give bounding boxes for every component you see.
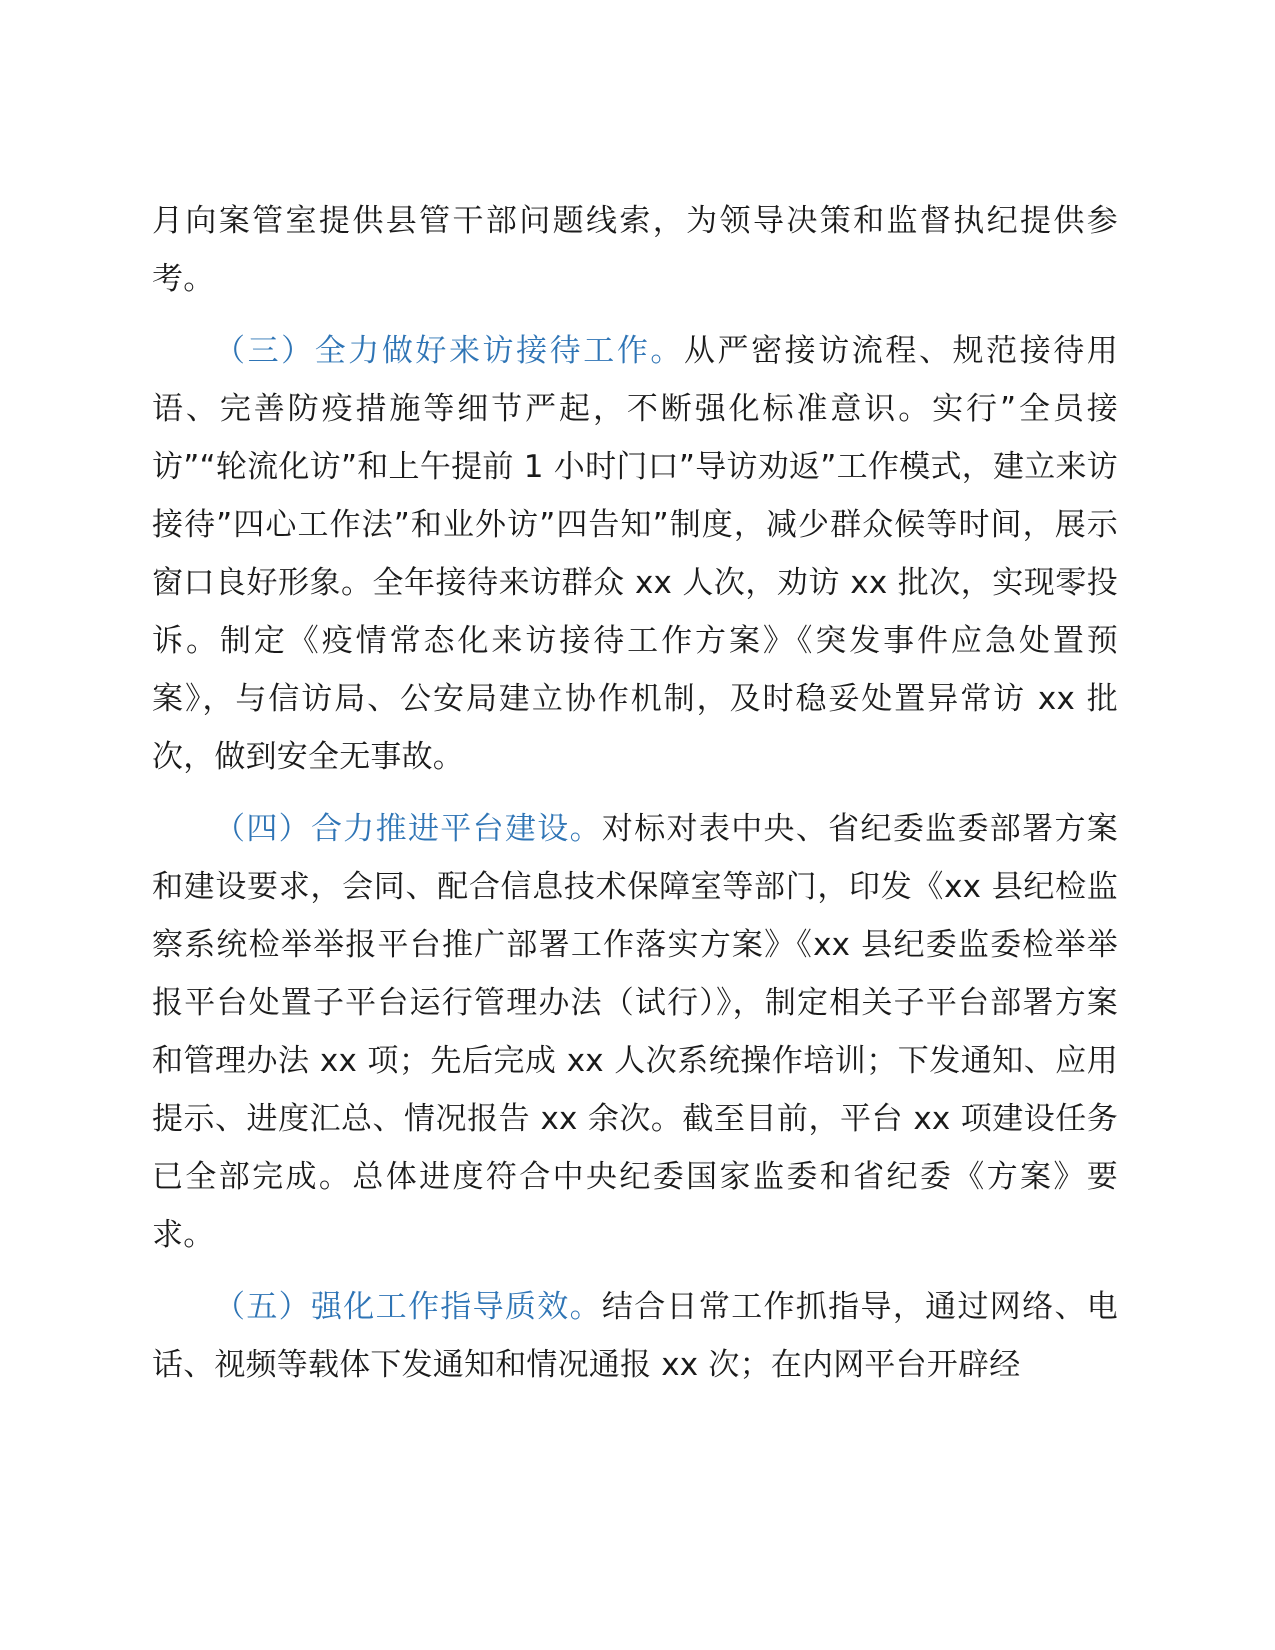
document-body [152,192,1118,1394]
section-heading-5: （五）强化工作指导质效。 [214,1289,602,1325]
paragraph-body-text: 结合日常工作抓指导，通过网络、电话、视频等载体下发通知和情况通报 xx 次；在内网平台开辟经 [152,1289,1118,1383]
paragraph-body-text: 月向案管室提供县管干部问题线索，为领导决策和监督执纪提供参考。 [152,203,1118,297]
paragraph-body-text: 对标对表中央、省纪委监委部署方案和建设要求，会同、配合信息技术保障室等部门，印发《xx 县纪检监察系统检举举报平台推广部署工作落实方案》《xx 县纪委监委检举举报平台处置子平台运行管理办法（试行）》，制定相关子平台部署方案和管理办法 xx 项；先后完成 xx 人次系统操作培训；下发通知、应用提示、进度汇总、情况报告 xx 余次。截至目前，平台 xx 项建设任务已全部完成。总体进度符合中央纪委国家监委和省纪委《方案》要求。 [152,811,1118,1253]
paragraph-work-guidance [152,1278,1118,1394]
section-heading-3: （三）全力做好来访接待工作。 [214,333,684,369]
paragraph-visitor-reception [152,322,1118,786]
paragraph-body-text: 从严密接访流程、规范接待用语、完善防疫措施等细节严起，不断强化标准意识。实行”全员接访”“轮流化访”和上午提前 1 小时门口”导访劝返”工作模式，建立来访接待”四心工作法”和业外访”四告知”制度，减少群众候等时间，展示窗口良好形象。全年接待来访群众 xx 人次，劝访 xx 批次，实现零投诉。制定《疫情常态化来访接待工作方案》《突发事件应急处置预案》，与信访局、公安局建立协作机制，及时稳妥处置异常访 xx 批次，做到安全无事故。 [152,333,1118,775]
paragraph-continuation [152,192,1118,308]
paragraph-platform-construction [152,800,1118,1264]
section-heading-4: （四）合力推进平台建设。 [214,811,602,847]
